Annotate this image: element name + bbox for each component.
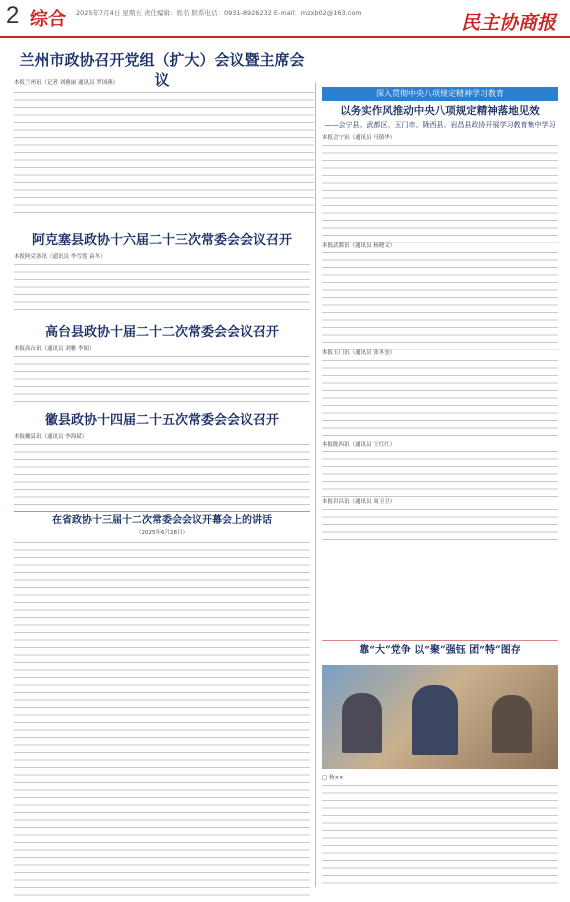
article-gaotai <box>14 324 310 406</box>
photo-figure <box>492 695 532 753</box>
article-headline: 高台县政协十届二十二次常委会会议召开 <box>44 325 279 340</box>
article-lanzhou-body <box>14 80 314 218</box>
article-headline: 阿克塞县政协十六届二十三次常委会会议召开 <box>31 233 292 248</box>
article-byline: □ 杨×× <box>322 775 344 781</box>
article-byline: 本报高台讯（通讯员 刘雅 李娟） <box>14 346 95 352</box>
article-headline: 以务实作风推动中央八项规定精神落地见效 <box>340 105 540 117</box>
article-byline: 本报会宁讯（通讯员 马镇华） <box>322 135 396 141</box>
article-headline: 在省政协十三届十二次常委会会议开幕会上的讲话 <box>52 515 272 526</box>
article-text <box>322 449 558 499</box>
article-text <box>322 358 558 442</box>
article-commentary <box>322 644 558 658</box>
article-byline: （2025年6月28日） <box>136 530 188 536</box>
news-photo <box>322 665 558 769</box>
article-subtitle: ——会宁县、武都区、玉门市、陇西县、岩昌县政协开展学习教育集中学习 <box>324 121 556 129</box>
article-text <box>14 354 310 406</box>
article-byline: 本报玉门讯（通讯员 张冬奎） <box>322 350 396 356</box>
article-text <box>14 442 310 508</box>
column-divider <box>315 82 316 887</box>
article-byline: 本报徽县讯（通讯员 李海斌） <box>14 434 88 440</box>
divider <box>322 640 558 641</box>
page-number: 2 <box>6 2 20 29</box>
photo-figure <box>412 685 458 755</box>
article-text <box>14 262 310 314</box>
article-byline: 本报兰州讯（记者 刘雅丽 通讯员 罗国燕） <box>14 80 119 86</box>
page-header <box>0 0 570 38</box>
article-byline: 本报阿克塞讯（通讯员 李雪莲 袁冬） <box>14 254 106 260</box>
article-huixian <box>14 412 310 508</box>
article-akesai <box>14 232 310 314</box>
divider <box>14 511 310 512</box>
article-headline: 徽县政协十四届二十五次常委会会议召开 <box>44 413 279 428</box>
campaign-banner: 深入贯彻中央八项规定精神学习教育 <box>322 87 558 101</box>
article-text <box>322 250 558 350</box>
article-text <box>14 540 310 902</box>
photo-figure <box>342 693 382 753</box>
article-byline: 本报武都讯（通讯员 杨晓文） <box>322 242 396 249</box>
section-title: 综合 <box>30 9 66 30</box>
article-speech <box>14 514 310 902</box>
newspaper-brand: 民主协商报 <box>460 12 556 34</box>
article-commentary-body <box>322 775 558 887</box>
article-central-rules <box>322 104 558 545</box>
article-byline: 本报岩昌讯（通讯员 周卫卫） <box>322 499 396 505</box>
article-text <box>322 783 558 887</box>
article-headline: 兰州市政协召开党组（扩大）会议暨主席会议 <box>19 51 305 89</box>
article-text <box>322 143 558 243</box>
article-text <box>322 507 558 545</box>
header-meta: 2025年7月4日 星期五 责任编辑：姓名 联系电话：0931-8926232 E-mail：mzxb02@163.com <box>76 9 362 17</box>
article-headline: 靠“大”党争 以“聚”强钰 团“特”图存 <box>359 645 521 656</box>
article-text <box>14 90 314 218</box>
article-byline: 本报陇西讯（通讯员 王红红） <box>322 441 396 448</box>
